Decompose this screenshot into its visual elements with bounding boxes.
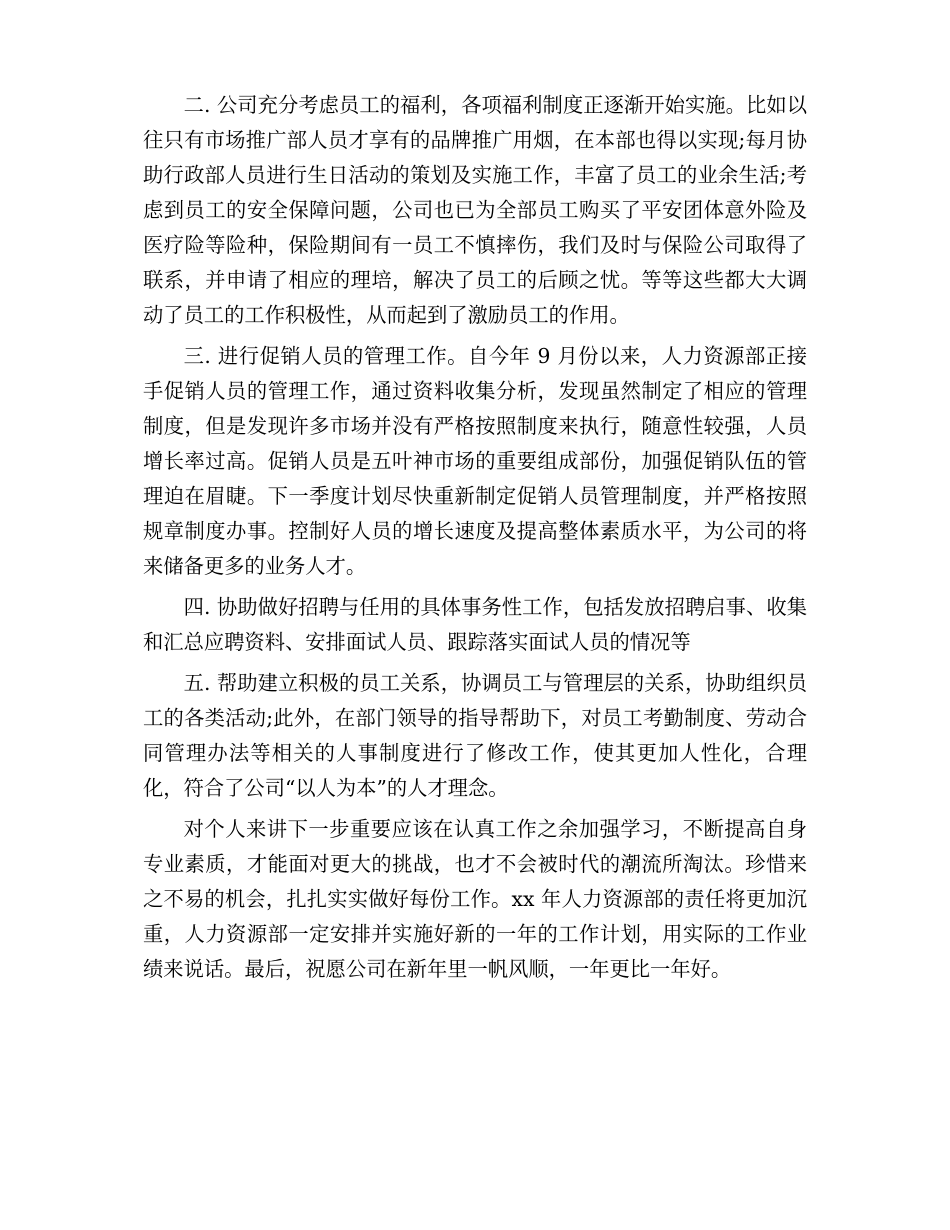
paragraph-personal-outlook: 对个人来讲下一步重要应该在认真工作之余加强学习，不断提高自身专业素质，才能面对更大的挑战，也才不会被时代的潮流所淘汰。珍惜来之不易的机会，扎扎实实做好每份工作。xx 年人力资源部的责任将更加沉重，人力资源部一定安排并实施好新的一年的工作计划，用实际的工作业绩来说话。最后，祝愿公司在新年里一帆风顺，一年更比一年好。	[143, 817, 807, 981]
paragraph-employee-relations: 五. 帮助建立积极的员工关系，协调员工与管理层的关系，协助组织员工的各类活动;此外，在部门领导的指导帮助下，对员工考勤制度、劳动合同管理办法等相关的人事制度进行了修改工作，使其更加人性化，合理化，符合了公司“以人为本”的人才理念。	[143, 671, 807, 800]
document-body	[143, 88, 807, 993]
paragraph-welfare: 二. 公司充分考虑员工的福利，各项福利制度正逐渐开始实施。比如以往只有市场推广部人员才享有的品牌推广用烟，在本部也得以实现;每月协助行政部人员进行生日活动的策划及实施工作，丰富了员工的业余生活;考虑到员工的安全保障问题，公司也已为全部员工购买了平安团体意外险及医疗险等险种，保险期间有一员工不慎摔伤，我们及时与保险公司取得了联系，并申请了相应的理培，解决了员工的后顾之忧。等等这些都大大调动了员工的工作积极性，从而起到了激励员工的作用。	[143, 93, 807, 327]
paragraph-promotion-staff: 三. 进行促销人员的管理工作。自今年 9 月份以来，人力资源部正接手促销人员的管理工作，通过资料收集分析，发现虽然制定了相应的管理制度，但是发现许多市场并没有严格按照制度来执行，随意性较强，人员增长率过高。促销人员是五叶神市场的重要组成部份，加强促销队伍的管理迫在眉睫。下一季度计划尽快重新制定促销人员管理制度，并严格按照规章制度办事。控制好人员的增长速度及提高整体素质水平，为公司的将来储备更多的业务人才。	[143, 344, 807, 578]
paragraph-recruitment: 四. 协助做好招聘与任用的具体事务性工作，包括发放招聘启事、收集和汇总应聘资料、安排面试人员、跟踪落实面试人员的情况等	[143, 595, 807, 654]
